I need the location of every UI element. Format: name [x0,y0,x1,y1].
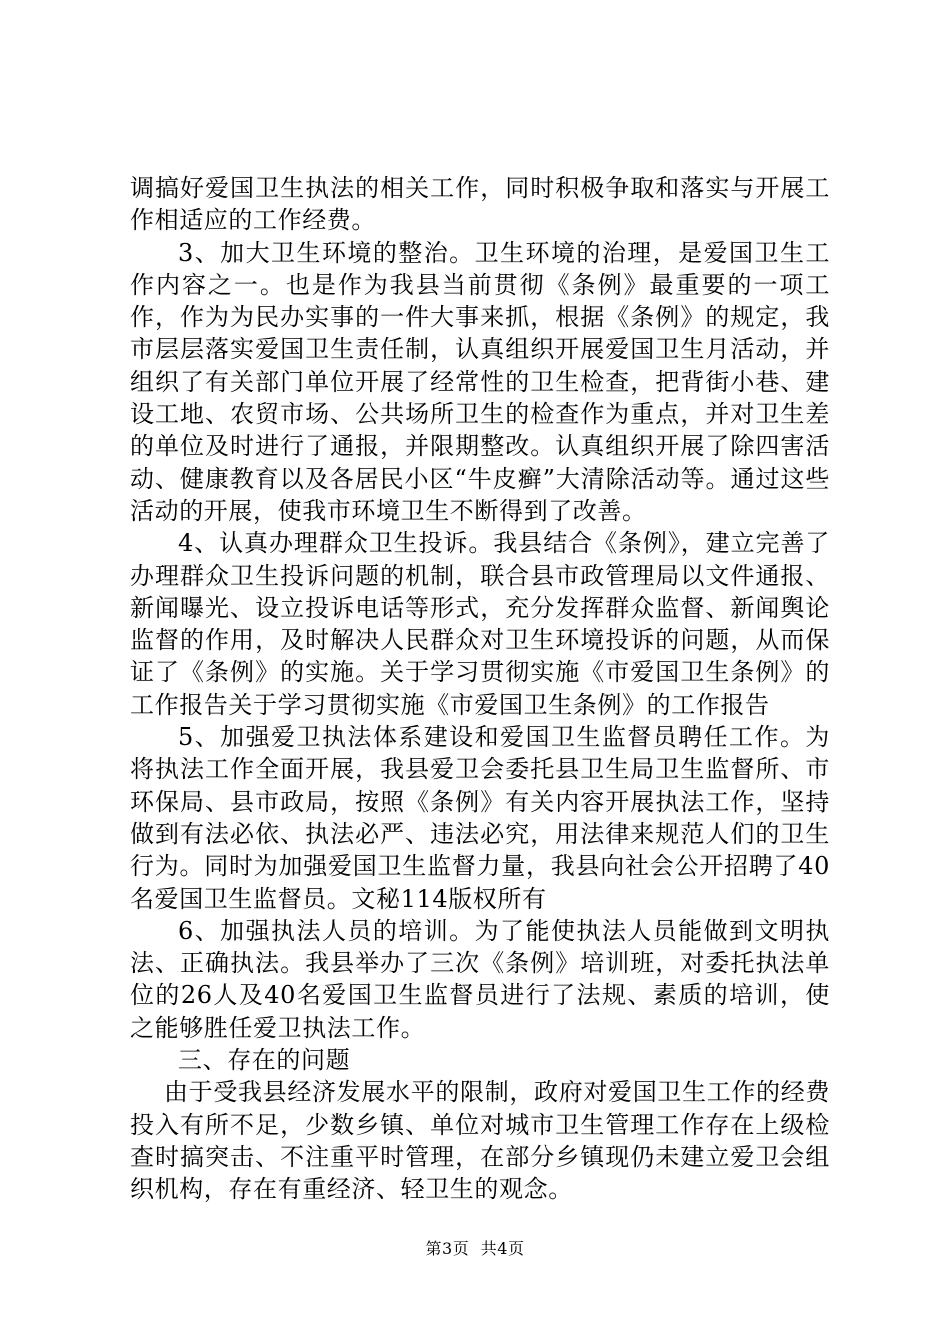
page-number: 第3页 [425,1239,470,1258]
paragraph-continuation: 调搞好爱国卫生执法的相关工作，同时积极争取和落实与开展工作相适应的工作经费。 [130,174,830,235]
section-heading-problems: 三、存在的问题 [178,1046,351,1075]
paragraph-item-6: 6、加强执法人员的培训。为了能使执法人员能做到文明执法、正确执法。我县举办了三次《条例》培训班，对委托执法单位的26人及40名爱国卫生监督员进行了法规、素质的培训，使之能够胜任爱卫执法工作。 [130,916,830,1042]
paragraph-item-5: 5、加强爱卫执法体系建设和爱国卫生监督员聘任工作。为将执法工作全面开展，我县爱卫会委托县卫生局卫生监督所、市环保局、县市政局，按照《条例》有关内容开展执法工作，坚持做到有法必依、执法必严、违法必究，用法律来规范人们的卫生行为。同时为加强爱国卫生监督力量，我县向社会公开招聘了40名爱国卫生监督员。文秘114版权所有 [130,723,830,913]
page-total: 共4页 [480,1239,525,1258]
paragraph-problems: 由于受我县经济发展水平的限制，政府对爱国卫生工作的经费投入有所不足，少数乡镇、单位对城市卫生管理工作存在上级检查时搞突击、不注重平时管理，在部分乡镇现仍未建立爱卫会组织机构，存在有重经济、轻卫生的观念。 [130,1078,830,1204]
paragraph-item-4: 4、认真办理群众卫生投诉。我县结合《条例》，建立完善了办理群众卫生投诉问题的机制，联合县市政管理局以文件通报、新闻曝光、设立投诉电话等形式，充分发挥群众监督、新闻舆论监督的作用，及时解决人民群众对卫生环境投诉的问题，从而保证了《条例》的实施。关于学习贯彻实施《市爱国卫生条例》的工作报告关于学习贯彻实施《市爱国卫生条例》的工作报告 [130,529,830,719]
document-body [130,172,830,1206]
page-footer [0,1239,950,1259]
paragraph-item-3: 3、加大卫生环境的整治。卫生环境的治理，是爱国卫生工作内容之一。也是作为我县当前贯彻《条例》最重要的一项工作，作为为民办实事的一件大事来抓，根据《条例》的规定，我市层层落实爱国卫生责任制，认真组织开展爱国卫生月活动，并组织了有关部门单位开展了经常性的卫生检查，把背街小巷、建设工地、农贸市场、公共场所卫生的检查作为重点，并对卫生差的单位及时进行了通报，并限期整改。认真组织开展了除四害活动、健康教育以及各居民小区“牛皮癣”大清除活动等。通过这些活动的开展，使我市环境卫生不断得到了改善。 [130,238,830,525]
